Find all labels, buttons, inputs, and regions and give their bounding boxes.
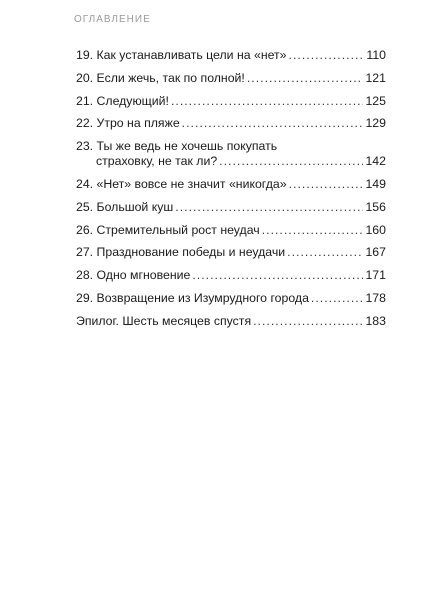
toc-entry-20[interactable] [76,71,386,86]
toc-entry-25[interactable] [76,200,386,215]
toc-entry-title: 20. Если жечь, так по полной! [76,70,245,85]
toc-entry-title: 26. Стремительный рост неудач [76,222,260,237]
toc-entry-title: 27. Празднование победы и неудачи [76,245,286,260]
dot-leader [289,177,364,192]
toc-entry-title-line1: 23. Ты же ведь не хочешь покупать [76,139,278,154]
toc-entry-title: 25. Большой куш [76,199,174,214]
toc-entry-page: 178 [365,290,386,305]
toc-entry-23[interactable] [76,139,386,169]
toc-entry-title: 21. Следующий! [76,93,169,108]
table-of-contents [76,48,386,337]
toc-entry-29[interactable] [76,291,386,306]
toc-entry-page: 142 [365,154,386,169]
dot-leader [289,48,365,63]
toc-entry-title: 24. «Нет» вовсе не значит «никогда» [76,176,287,191]
toc-entry-page: 156 [365,199,386,214]
toc-entry-page: 167 [365,245,386,260]
toc-entry-page: 110 [366,48,386,62]
toc-entry-title: 29. Возвращение из Изумрудного города [76,290,309,305]
toc-entry-page: 171 [365,268,386,283]
dot-leader [219,154,363,169]
toc-entry-19[interactable] [76,48,386,63]
toc-entry-title: 28. Одно мгновение [76,268,191,283]
toc-entry-21[interactable] [76,94,386,109]
toc-entry-page: 121 [365,70,386,85]
dot-leader [182,116,364,131]
toc-entry-page: 129 [365,116,386,131]
toc-entry-title: Эпилог. Шесть месяцев спустя [76,313,252,328]
toc-entry-28[interactable] [76,268,386,283]
toc-entry-page: 160 [365,222,386,237]
toc-entry-title-line2: страховку, не так ли? [96,154,218,169]
toc-entry-26[interactable] [76,223,386,238]
dot-leader [253,314,363,329]
dot-leader [311,291,364,306]
dot-leader [192,268,363,283]
toc-entry-page: 183 [365,313,386,328]
toc-entry-page: 125 [365,93,386,108]
dot-leader [287,245,363,260]
toc-entry-22[interactable] [76,116,386,131]
toc-entry-epilogue[interactable] [76,314,386,329]
toc-entry-24[interactable] [76,177,386,192]
dot-leader [175,200,363,215]
toc-header: ОГЛАВЛЕНИЕ [74,14,151,25]
dot-leader [171,94,364,109]
toc-entry-title: 19. Как устанавливать цели на «нет» [76,48,287,62]
dot-leader [262,223,364,238]
toc-entry-27[interactable] [76,245,386,260]
toc-entry-page: 149 [365,176,386,191]
dot-leader [247,71,364,86]
toc-entry-title: 22. Утро на пляже [76,116,180,131]
